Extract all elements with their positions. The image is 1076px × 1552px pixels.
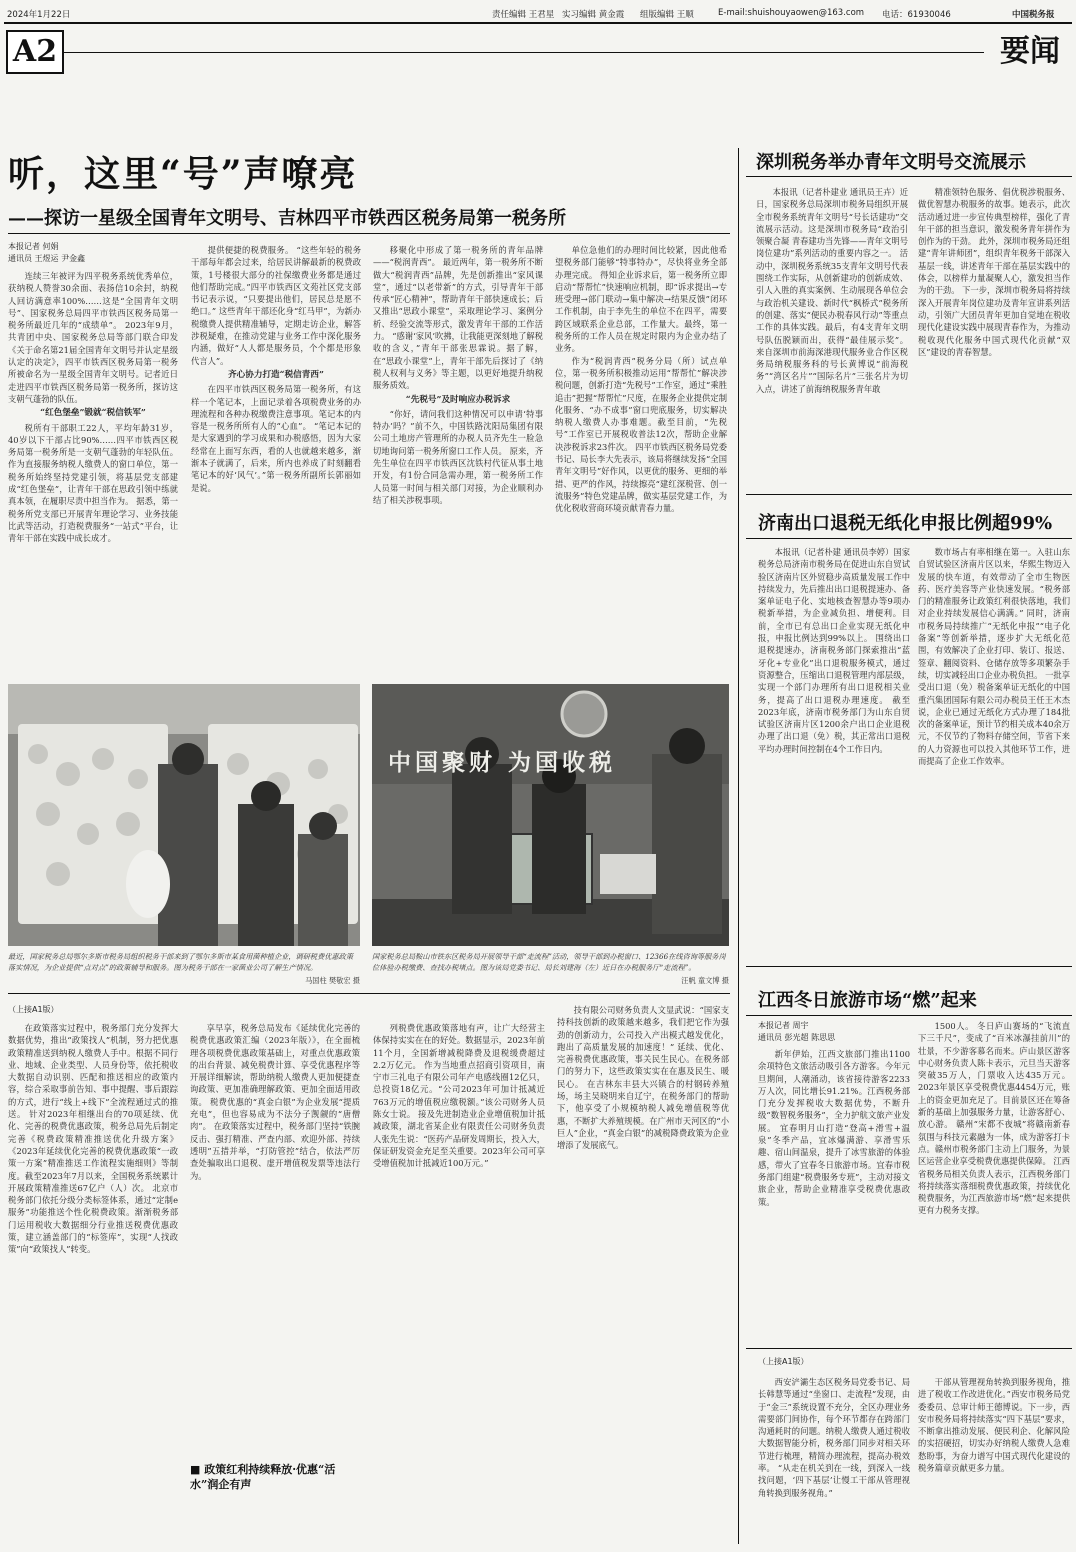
newspaper-name: 中国税务报 — [1012, 10, 1055, 20]
hall-banner-text: 中国聚财 为国收税 — [388, 749, 617, 776]
jiangxi-correspondents: 通讯员 彭光超 陈思思 — [758, 1033, 836, 1042]
contact-email[interactable]: E-mail:shuishouyaowen@163.com — [718, 8, 865, 18]
lead-subhead-3: “先税号”及时响应办税诉求 — [405, 394, 511, 405]
photo-right-caption-text: 国家税务总局鞍山市铁东区税务局开展领导干部“走流程”活动，领导干部到办税窗口、12366在线咨询等服务岗位体验办税缴费、查找办税堵点。图为该局党委书记、局长刘建海（左）近日在办税服务厅“走流程”。 — [372, 952, 726, 972]
right-jump-label: （上接A1版） — [758, 1357, 809, 1366]
jiangxi-column-2 — [918, 1020, 1070, 1338]
jump-column-1 — [8, 1022, 178, 1542]
lead-rule — [8, 233, 730, 234]
right-jump-col2-para: 干部从管理视角转换到服务视角，推进了税收工作改进优化。”西安市税务局党委委员、总审计师王德博说。下一步，西安市税务局将持续落实“四下基层”要求，不断拿出推动发展、便民利企、化解风险的实招硬招，切实办好纳税人缴费人急难愁盼事，为奋力谱写中国式现代化建设的税务篇章贡献更多力量。 — [918, 1377, 1070, 1474]
jiangxi-bottom-rule — [746, 1348, 1072, 1349]
section-rule — [64, 52, 984, 53]
right-jump-column-1 — [758, 1376, 910, 1544]
jinan-column-2 — [918, 546, 1070, 958]
photo-left-caption-text: 最近，国家税务总局鄂尔多斯市税务局组织税务干部来到了鄂尔多斯市某食用菌种植企业，调研税费优惠政策落实情况，为企业提供“点对点”的政策辅导和服务。图为税务干部在一家菌业公司了解生产情况。 — [8, 952, 354, 972]
section-title: 要闻 — [1000, 34, 1060, 69]
shenzhen-headline: 深圳税务举办青年文明号交流展示 — [756, 152, 1026, 173]
jinan-col2-para: 数市场占有率相继在第一。入驻山东自贸试验区济南片区以来，华熙生物迈入发展的快车道，有效带动了全市生物医药、医疗美容等产业快速发展。“税务部门的精准服务让政策红利很快落地，我们对企业持续发展信心满满。” 同时，济南市税务局持续推广“无纸化申报”“电子化备案”等创新举措，逐步扩大无纸化范围，有效解决了企业打印、装订、报送、签章、翻阅资料、仓储存放等多项繁杂手续，切实减轻出口企业办税负担。 一批享受出口退（免）税备案单证无纸化的中国重汽集团国际有限公司办税员王任王木杰说，企业已通过无纸化方式办理了184批次的备案单证，预计节约相关成本40余万元，不仅节约了物料存储空间，节省下来的人力资源也可以投入其他环节工作，进而提高了企业工作效率。 — [918, 547, 1070, 767]
jiangxi-col1-para: 新年伊始，江西文旅部门推出1100余项特色文旅活动吸引各方游客。今年元旦期间，人潮涌动，该省接待游客2233万人次，同比增长91.21%。江西税务部门充分发挥税收大数据优势，不断升级“数智税务服务”，全力护航文旅产业发展。 宜春明月山打造“登高+滑雪+温泉”冬季产品，宜冰爆满游、享滑雪乐趣、宿山间温泉，提升了冰雪旅游的体验感，带火了宜春冬日旅游市场。宜春市税务部门组建“税费服务专班”，主动对接文旅企业，帮助企业精准享受税费优惠政策。 — [758, 1049, 910, 1207]
jinan-bottom-rule — [746, 966, 1072, 967]
intern-editor-credit: 实习编辑 黄金霞 — [562, 10, 625, 20]
jump-col1-para: 在政策落实过程中，税务部门充分发挥大数据优势，推出“政策找人”机制，努力把优惠政策精准送到纳税人缴费人手中。根据不同行业、地域、企业类型、人员身份等，依托税收大数据自动识别、匹配和推送相应的政策内容，综合采取事前告知、事中提醒、事后跟踪的方式，进行“线上+线下”全流程通过式的推送。 针对2023年相继出台的70项延续、优化、完善的税费优惠政策，税务总局先后制定完善《税费政策精准推送优化升级方案》《2023年延续优化完善的税费优惠政策“一政策一方案”精准推送工作流程实施细则》等制度。截至2023年7月以来，全国税务系统累计开展政策精准推送67亿户（人）次。 北京市税务部门依托分级分类标签体系，通过“定制e服务”功能推送个性化税费政策。渐渐税务部门运用税收大数据细分行业推送税费优惠政策，建立涵盖部门的“标签库”，实现“人找政策”向“政策找人”转变。 — [8, 1023, 178, 1255]
page-number-box: A2 — [6, 30, 64, 74]
lead-byline — [8, 241, 176, 265]
jinan-headline: 济南出口退税无纸化申报比例超99% — [758, 513, 1053, 534]
lead-col1b-para: 税所有干部职工22人，平均年龄31岁，40岁以下干部占比90%……四平市铁西区税务局第一税务所是一支朝气蓬勃的年轻队伍。作为直接服务纳税人缴费人的窗口单位，第一税务所始终坚持党建引领，将基层党支部建成“红色堡垒”，让青年干部在思政引领中练就真本领，在履职尽责中担当作为。 据悉，第一税务所党支部已开展青年理论学习、业务技能比武等活动，打造税费服务“一站式”平台，让青年干部在实践中成长成才。 — [8, 422, 178, 544]
lead-col2b-para: 在四平市铁西区税务局第一税务所，有这样一个笔记本，上面记录着各项税费业务的办理流程和各种办税缴费注意事项。笔记本的内容是一税务所所有人的“心血”。 “笔记本记的是大家遇到的学习成果和办税感悟，因为大家经常在上面写东西，看的人也就越来越多，渐渐本子就满了，后来，所内也养成了时刻翻看笔记本的好‘风气’。”第一税务所副所长郭丽如是说。 — [191, 384, 361, 493]
jiangxi-column-1 — [758, 1048, 910, 1338]
issue-date: 2024年1月22日 — [7, 10, 71, 20]
jump-col3-para: 列税费优惠政策落地有声，让广大经营主体保持实实在在的好处。数据显示，2023年前11个月，全国新增减税降费及退税缓费超过2.2万亿元。 作为当地重点招商引资项目，南宁市三礼电子有限公司年产电感线圈12亿只，总投资18亿元。“公司2023年可加计抵减近763万元的增值税应缴税额。”该公司财务人员陈女士说。 接及先进制造业企业增值税加计抵减政策，湖北省某企业有限责任公司财务负责人张先生说：“医药产品研发周期长，投入大，保证研发资金充足至关重要。2023年公司可享受增值税加计抵减近100万元。” — [373, 1023, 545, 1169]
mid-rule — [8, 993, 730, 994]
service-hall-photo — [372, 684, 729, 946]
jump-column-3 — [373, 1022, 545, 1542]
contact-phone: 电话：61930046 — [882, 10, 951, 20]
mushroom-farm-illustration — [8, 684, 360, 946]
shenzhen-column-2 — [918, 186, 1070, 488]
jiangxi-reporter: 本报记者 周宇 — [758, 1021, 809, 1030]
lead-col4-para: 单位急他们的办理时间比较紧，因此他希望税务部门能够“特事特办”，尽快将业务全部办理完成。 得知企业诉求后，第一税务所立即启动“帮帮忙”快速响应机制，即“诉求提出→专班受理→部门联动→集中解决→结果反馈”闭环工作机制，由于李先生的单位不在四平，需要跨区域联系企业总部，工作量大。最终，第一税务所的工作人员在规定时限内为企业办结了业务。 — [555, 245, 727, 354]
jump-column-2 — [190, 1022, 360, 1422]
shenzhen-column-1 — [756, 186, 908, 488]
jump-column-2b — [190, 1505, 360, 1543]
lead-column-3 — [373, 244, 543, 670]
lead-column-1 — [8, 270, 178, 670]
lead-subhead-1: “红色堡垒”锻就“税信铁军” — [40, 408, 146, 419]
mushroom-farm-photo — [8, 684, 360, 946]
lead-col3-para: 移聚化中形成了第一税务所的青年品牌——“税润青西”。 最近两年，第一税务所不断做大“税润青西”品牌，先是创新推出“家风课堂”，通过“以老带新”的方式，引导青年干部传承“匠心精神”，帮助青年干部快速成长；后又推出“思政小课堂”，采取理论学习、案例分析、经验交流等形式，激发青年干部的工作活力。 “感谢‘家风’吹拂，让我能更深刻地了解税收的含义，”青年干部张思霖说。据了解，在“思政小课堂”上，青年干部先后探讨了《纳税人权利与义务》等主题，以更好地提升纳税服务质效。 — [373, 245, 543, 391]
jump-subhead: ■ 政策红利持续释放·优惠“活水”润企有声 — [190, 1463, 336, 1491]
shenzhen-bottom-rule — [746, 494, 1072, 495]
lead-col3b-para: “你好，请问我们这种情况可以申请‘特事特办’吗？”前不久，中国铁路沈阳局集团有限公司土地房产管理所的办税人员齐先生一脸急切地询问第一税务所窗口工作人员。 原来，齐先生单位在四平市铁西区沈铁村代征从事土地开发，有1份合同急需办理，第一税务所工作人员第一时间与相关部门对接，为企业顺利办结了相关涉税事项。 — [373, 408, 543, 505]
layout-editor-credit: 组版编辑 王顺 — [640, 10, 694, 20]
shenzhen-col2-para: 精准领特色服务、倡优税涉税服务、做优智慧办税服务的故事。她表示，此次活动通过进一步宣传典型榜样，强化了青年干部的担当意识，激发税务青年拼作为创作为的干劲。 此外，深圳市税务局还组建“青年讲师团”，组织青年税务干部深入基层一线，讲述青年干部在基层实践中的体会，以榜样力量凝聚人心，激发担当作为的干劲。 下一步，深圳市税务局将持续深入开展青年岗位建功及青年宣讲系列活动，引领广大团员青年更加自觉地在税收现代化建设实践中展现青春作为，为推动税收现代化服务中国式现代化贡献“双区”建设的青春智慧。 — [918, 187, 1070, 357]
lead-subheadline: ——探访一星级全国青年文明号、吉林四平市铁西区税务局第一税务所 — [8, 208, 566, 229]
lead-reporter: 本报记者 何娟 — [8, 242, 59, 251]
photo-right-credit-row — [372, 975, 729, 988]
right-column-divider — [738, 148, 739, 1544]
photo-left-credit-row — [8, 975, 360, 988]
jump-column-4 — [557, 1004, 729, 1542]
photo-left-credit: 马国柱 樊敬宏 摄 — [299, 975, 360, 986]
jiangxi-byline — [758, 1020, 908, 1044]
lead-col2-para: 提供便捷的税费服务。 “这些年轻的税务干部每年都会过来，给居民讲解最新的税费政策，1号楼很大部分的社保缴费业务都是通过他们帮助完成。”四平市铁西区文苑社区党支部书记表示说，“只要提出他们，居民总是愿不绝口。” 这些青年干部还化身“红马甲”，为新办税缴费人提供精准辅导，定期走访企业，解答涉税疑难，在推动党建与业务工作中深化服务内涵，做好“人人都是服务员，个个都是形象代言人”。 — [191, 245, 361, 366]
header-rule — [4, 22, 1072, 24]
lead-col4b-para: 作为“税润青西”税务分局（所）试点单位，第一税务所积极推动运用“帮帮忙”解决涉税问题，创新打造“先税号”工作室，通过“乘胜追击”把握“帮帮忙”尺度，在服务企业提供定制化服务、“办不成事”窗口兜底服务，切实解决纳税人缴费人办事难题。截至目前，“先税号”工作室已开展税收普法12次，帮助企业解决涉税诉求23件次。 四平市铁西区税务局党委书记、局长李大先表示，该局将继续发扬“全国青年文明号”好作风，以更优的服务、更细的举措、更严的作风，持续擦亮“建红深税营、创一流服务”特色党建品牌，做实基层党建工作，为优化税收营商环境贡献青春力量。 — [555, 355, 727, 514]
page-header — [0, 0, 1076, 22]
shenzhen-rule — [746, 176, 1072, 177]
service-hall-illustration — [372, 684, 729, 946]
right-jump-column-2 — [918, 1376, 1070, 1544]
photo-right-credit: 汪帆 童文博 摄 — [675, 975, 729, 986]
lead-col1-para: 连续三年被评为四平税务系统优秀单位，获纳税人赞誉30余面、表扬信10余封，纳税人回访满意率100%……这是“全国青年文明号”、国家税务总局四平市铁西区税务局第一税务所最近几年的“成绩单”。 2023年9月，共青团中央、国家税务总局等部门联合印发《关于命名第21届全国青年文明号并认定星级认定的决定》，四平市铁西区税务局第一税务所被命名为一星级全国青年文明号。记者近日走进四平市铁西区税务局第一税务所，探访这支朝气蓬勃的队伍。 — [8, 271, 178, 404]
jiangxi-rule — [746, 1015, 1072, 1016]
editor-credit: 责任编辑 王君星 — [492, 10, 555, 20]
right-jump-col1-para: 西安浐灞生态区税务局党委书记、局长韩慧等通过“坐窗口、走流程”发现，由于“金三”系统设置不充分，全区办理业务需要部门间协作，每个环节都存在跨部门沟通耗时的问题。纳税人缴费人通过税收大数据智能分析，税务部门同步对相关环节进行梳理，精简办理流程，提高办税效率。 “从走在机关到在一线，到深入一线找问题，‘四下基层’让慢工干部从管理视角转换到服务视角。” — [758, 1377, 910, 1498]
lead-column-4 — [555, 244, 727, 670]
jinan-column-1 — [758, 546, 910, 958]
jinan-col1-para: 本报讯（记者朴建 通讯员李婷）国家税务总局济南市税务局在促进山东自贸试验区济南片区外贸稳步高质量发展工作中持续发力，先后推出出口退税提速办、备案单证电子化、实地核查智慧办等9项办税新举措，为企业减负担、增便利。目前，全市已有总出口企业实现无纸化申报，申报比例达到99%以上。 围绕出口退税提速办，济南税务部门探索推出“蓝牙化+专业化”出口退税服务模式，通过资源整合，压缩出口退税管理内部层级，实现一个部门办理所有出口退税相关业务，提高了出口退税办理速度。 截至2023年底，济南市税务部门为山东自贸试验区济南片区1200余户出口企业退税办理了出口退（免）税，其正常出口退税平均办理时间控制在4个工作日内。 — [758, 547, 910, 754]
jump-col2-para: 享早享，税务总局发布《延续优化完善的税费优惠政策汇编（2023年版）》，在全面梳理各项税费优惠政策基础上，对重点优惠政策的出台背景、减免税费计算、享受优惠程序等开展详细解读，帮助纳税人缴费人更加便捷查询政策、更加准确理解政策、更加全面适用政策。 税费优惠的“真金白银”为企业发展“提质充电”，但也容易成为不法分子觊觎的“唐僧肉”。 在政策落实过程中，税务部门坚持“铁腕反击、强打精准、严查内部、欢迎外部、持续透明”五措并举，“打防管控”结合，依法严厉查处骗取出口退税、虚开增值税发票等违法行为。 — [190, 1023, 360, 1181]
jump-label: （上接A1版） — [8, 1005, 59, 1014]
jiangxi-headline: 江西冬日旅游市场“燃”起来 — [758, 990, 977, 1011]
jump-col4-para: 技有限公司财务负责人文显武说：“国家支持科技创新的政策越来越多，我们把它作为强劲的创新动力，公司投入产出模式越发优化，跑出了高质量发展的加速度！” 延续、优化、完善税费优惠政策，事关民生民心。在税务部门的努力下，这些政策实实在在惠及民生、暖民心。 在吉林东丰县大兴镇合的村钢砖养殖场，场主吴晓明来自辽宁，在税务部门的帮助下，他享受了小规模纳税人减免增值税等优惠，不断扩大养殖规模。在广州市天河区的“小巨人”企业，“真金白银”的减税降费政策为企业增添了发展底气。 — [557, 1005, 729, 1151]
jinan-rule — [746, 538, 1072, 539]
jiangxi-col2-para: 1500人。 冬日庐山赛场的“飞流直下三千尺”，变成了“百米冰瀑挂前川”的壮景，不少游客慕名而来。庐山景区游客中心财务负责人陈卡表示，元旦当天游客突破35万人，门票收入达435万元。2023年景区享受税费优惠4454万元，账上的资金更加充足了。目前景区还在筹备新的基础上加强服务力量，让游客舒心、放心游。 赣州“宋都不夜城”将赣南新春氛围与科技元素融为一体，成为游客打卡点。赣州市税务部门主动上门服务，为景区运营企业享受税费优惠提供保障。 江西省税务局相关负责人表示，江西税务部门将持续落实落细税费优惠政策，持续优化税费服务，为江西旅游市场“燃”起来提供更有力税务支撑。 — [918, 1021, 1070, 1216]
lead-column-2 — [191, 244, 361, 670]
lead-subhead-2: 齐心协力打造“税信青西” — [228, 369, 324, 380]
shenzhen-col1-para: 本报讯（记者朴建业 通讯员王卉）近日，国家税务总局深圳市税务局组织开展全市税务系统青年文明号“号长话建功”交流展示活动。这是深圳市税务局“政治引领聚合凝 青春建功当先锋——青年文明号岗位建功”系列活动的重要内容之一。 活动中，深圳税务系统35支青年文明号代表围绕工作实际，从创新建功的创新成效、引人入胜的真实案例、生动展现各单位会与政治机关建设、新时代“枫桥式”税务所的创建、落实“便民办税春风行动”等重点工作的具体实践。最后，有4支青年文明号队伍脱颖而出，获得“最佳展示奖”。 来自深圳市前海深港现代服务业合作区税务局纳税服务科的号长黄博说“前海税务”“湾区名片”“国际名片”三张名片为切入点，讲述了前海纳税服务青年敢 — [756, 187, 908, 394]
lead-correspondents: 通讯员 王煜运 尹金鑫 — [8, 254, 86, 263]
lead-headline: 听，这里“号”声嘹亮 — [8, 153, 358, 195]
